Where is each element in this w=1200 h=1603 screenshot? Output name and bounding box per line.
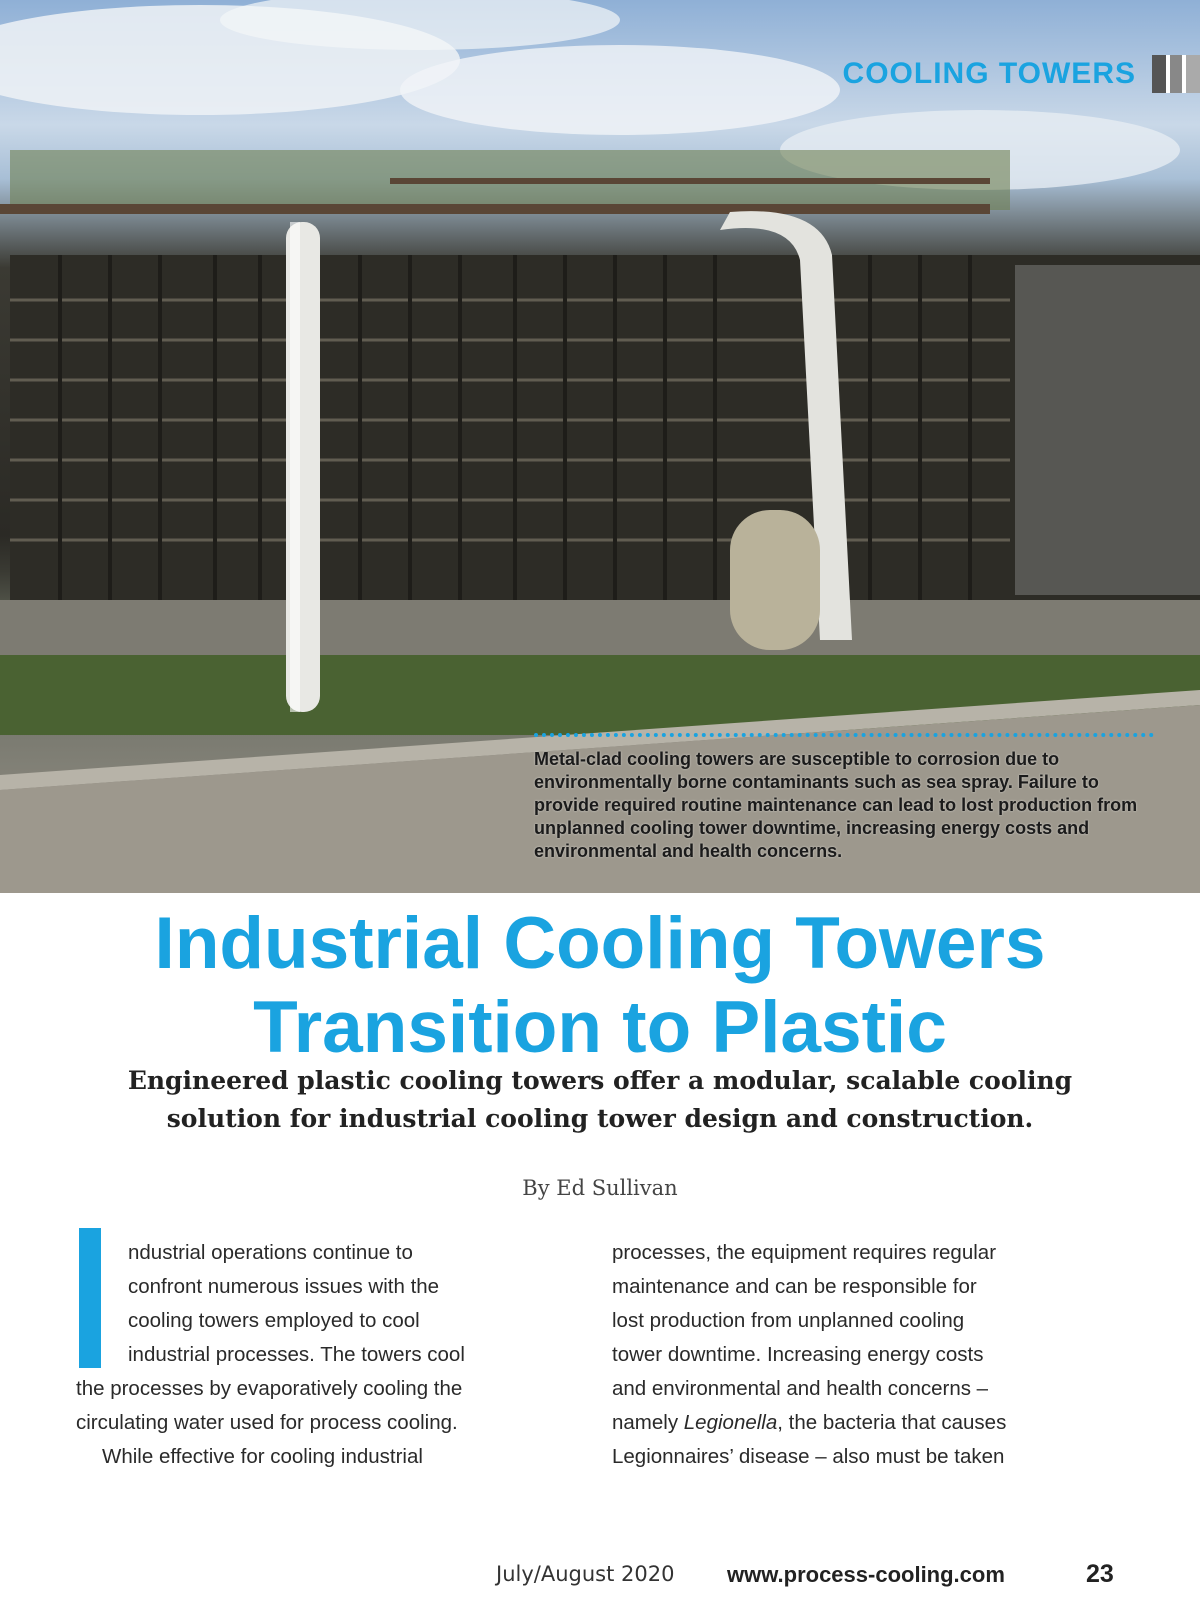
body-column-left	[76, 1236, 576, 1474]
issue-date: July/August 2020	[496, 1562, 675, 1586]
website-url: www.process-cooling.com	[727, 1562, 1005, 1587]
body-line: tower downtime. Increasing energy costs	[612, 1343, 984, 1366]
body-line: and environmental and health concerns –	[612, 1377, 989, 1400]
body-text: namely	[612, 1411, 684, 1434]
article-deck	[60, 1062, 1140, 1138]
byline: By Ed Sullivan	[522, 1176, 678, 1200]
body-line: circulating water used for process cooling.	[76, 1411, 458, 1434]
body-line: lost production from unplanned cooling	[612, 1309, 965, 1332]
headline-line-2: Transition to Plastic	[253, 987, 947, 1068]
caption-divider	[534, 733, 1154, 737]
body-line	[612, 1406, 1112, 1440]
deck-line-2: solution for industrial cooling tower design and construction.	[166, 1104, 1034, 1133]
body-line: cooling towers employed to cool	[128, 1309, 420, 1332]
body-line: confront numerous issues with the	[128, 1275, 440, 1298]
page-number: 23	[1086, 1560, 1114, 1588]
article-headline	[0, 902, 1200, 1070]
body-text: , the bacteria that causes	[777, 1411, 1007, 1434]
body-line: processes, the equipment requires regular	[612, 1241, 997, 1264]
italic-term: Legionella	[683, 1411, 778, 1434]
body-line: the processes by evaporatively cooling the	[76, 1377, 463, 1400]
body-column-right	[612, 1236, 1112, 1474]
deck-line-1: Engineered plastic cooling towers offer a modular, scalable cooling	[127, 1066, 1073, 1095]
section-tag	[843, 55, 1200, 93]
photo-caption: Metal-clad cooling towers are susceptible to corrosion due to environmentally borne contaminants such as sea spray. Failure to provide required routine maintenance can lead to lost production from unplanned cooling tower downtime, increasing energy costs and environmental and health concerns.	[534, 749, 1138, 861]
body-line: industrial processes. The towers cool	[128, 1343, 465, 1366]
body-line: Legionnaires’ disease – also must be taken	[612, 1445, 1005, 1468]
section-tag-bar	[1152, 55, 1200, 93]
headline-line-1: Industrial Cooling Towers	[154, 903, 1046, 984]
section-label: COOLING TOWERS	[842, 57, 1136, 90]
body-line: While effective for cooling industrial	[102, 1445, 423, 1468]
body-line: ndustrial operations continue to	[128, 1241, 413, 1264]
body-line: maintenance and can be responsible for	[612, 1275, 977, 1298]
page-footer	[0, 1560, 1200, 1600]
